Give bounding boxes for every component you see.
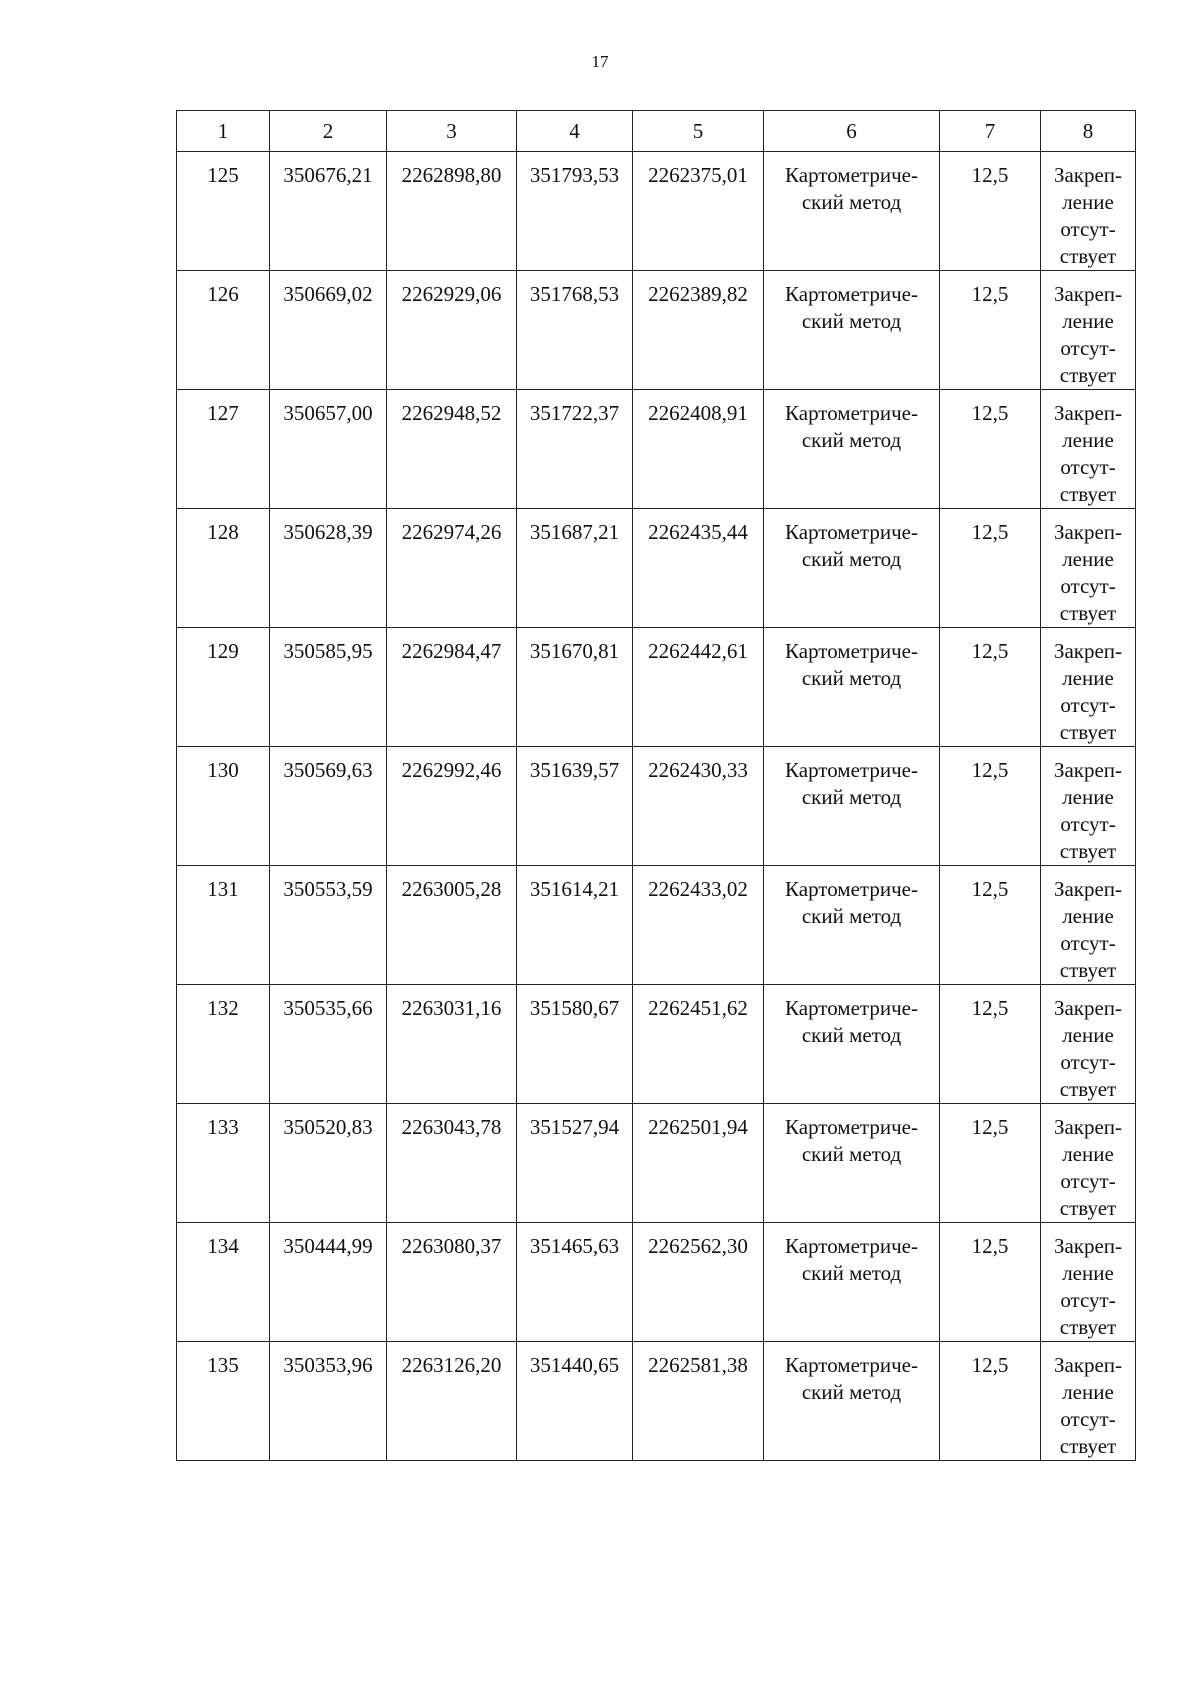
method-cell (764, 866, 940, 985)
method-line: ский метод (801, 1142, 902, 1166)
table-header-row (177, 111, 1136, 152)
coordinate-cell: 2263126,20 (387, 1342, 517, 1461)
point-number-cell: 131 (177, 866, 270, 985)
coordinate-cell: 350628,39 (270, 509, 387, 628)
point-number-cell: 128 (177, 509, 270, 628)
coordinate-cell: 2262389,82 (633, 271, 764, 390)
coordinate-cell: 2262408,91 (633, 390, 764, 509)
method-cell (764, 985, 940, 1104)
error-cell: 12,5 (940, 985, 1041, 1104)
method-line: ский метод (801, 1380, 902, 1404)
coordinate-cell: 2262929,06 (387, 271, 517, 390)
fixation-line: ствует (1059, 720, 1117, 744)
coordinate-cell: 351670,81 (517, 628, 633, 747)
coordinate-cell: 351580,67 (517, 985, 633, 1104)
fixation-cell (1041, 390, 1136, 509)
fixation-line: ление (1062, 785, 1114, 809)
fixation-line: отсут- (1060, 1407, 1116, 1431)
method-cell (764, 747, 940, 866)
fixation-line: ление (1062, 547, 1114, 571)
coordinate-cell: 2263005,28 (387, 866, 517, 985)
fixation-line: ление (1062, 666, 1114, 690)
fixation-line: Закреп- (1053, 758, 1123, 782)
fixation-line: ствует (1059, 482, 1117, 506)
method-line: Картометриче- (785, 877, 918, 901)
error-cell: 12,5 (940, 271, 1041, 390)
fixation-line: отсут- (1060, 931, 1116, 955)
coordinate-cell: 2262948,52 (387, 390, 517, 509)
method-line: Картометриче- (785, 1353, 918, 1377)
column-header: 3 (387, 111, 517, 152)
fixation-cell (1041, 509, 1136, 628)
method-line: ский метод (801, 666, 902, 690)
method-line: Картометриче- (785, 1115, 918, 1139)
fixation-line: отсут- (1060, 1050, 1116, 1074)
column-header: 6 (764, 111, 940, 152)
table-row (177, 747, 1136, 866)
coordinate-cell: 2262984,47 (387, 628, 517, 747)
fixation-cell (1041, 152, 1136, 271)
error-cell: 12,5 (940, 1342, 1041, 1461)
method-line: ский метод (801, 428, 902, 452)
table-row (177, 866, 1136, 985)
fixation-line: ление (1062, 904, 1114, 928)
column-header: 2 (270, 111, 387, 152)
fixation-line: ление (1062, 190, 1114, 214)
fixation-cell (1041, 985, 1136, 1104)
method-cell (764, 152, 940, 271)
fixation-line: ствует (1059, 363, 1117, 387)
point-number-cell: 133 (177, 1104, 270, 1223)
fixation-cell (1041, 271, 1136, 390)
fixation-line: ствует (1059, 1315, 1117, 1339)
fixation-line: ствует (1059, 601, 1117, 625)
method-line: ский метод (801, 309, 902, 333)
column-header: 8 (1041, 111, 1136, 152)
table-row (177, 271, 1136, 390)
error-cell: 12,5 (940, 390, 1041, 509)
fixation-line: Закреп- (1053, 401, 1123, 425)
coordinate-cell: 2262581,38 (633, 1342, 764, 1461)
method-line: Картометриче- (785, 163, 918, 187)
coordinate-cell: 2263080,37 (387, 1223, 517, 1342)
coordinate-cell: 351440,65 (517, 1342, 633, 1461)
coordinate-cell: 351687,21 (517, 509, 633, 628)
method-line: Картометриче- (785, 282, 918, 306)
coordinate-cell: 351614,21 (517, 866, 633, 985)
error-cell: 12,5 (940, 1104, 1041, 1223)
table-row (177, 1223, 1136, 1342)
error-cell: 12,5 (940, 628, 1041, 747)
fixation-line: ствует (1059, 839, 1117, 863)
error-cell: 12,5 (940, 866, 1041, 985)
fixation-line: ление (1062, 1261, 1114, 1285)
coordinate-cell: 2262435,44 (633, 509, 764, 628)
fixation-line: ление (1062, 428, 1114, 452)
method-cell (764, 1342, 940, 1461)
fixation-line: Закреп- (1053, 1115, 1123, 1139)
coordinate-cell: 351793,53 (517, 152, 633, 271)
coordinate-cell: 2262375,01 (633, 152, 764, 271)
table-row (177, 1342, 1136, 1461)
coordinate-cell: 2262433,02 (633, 866, 764, 985)
fixation-line: Закреп- (1053, 639, 1123, 663)
method-line: ский метод (801, 1023, 902, 1047)
fixation-cell (1041, 1342, 1136, 1461)
method-line: Картометриче- (785, 401, 918, 425)
method-cell (764, 390, 940, 509)
fixation-line: отсут- (1060, 336, 1116, 360)
fixation-line: ление (1062, 1023, 1114, 1047)
method-cell (764, 1104, 940, 1223)
coordinate-cell: 2262442,61 (633, 628, 764, 747)
fixation-line: ствует (1059, 244, 1117, 268)
error-cell: 12,5 (940, 1223, 1041, 1342)
coordinate-cell: 350535,66 (270, 985, 387, 1104)
column-header: 1 (177, 111, 270, 152)
coordinate-cell: 350353,96 (270, 1342, 387, 1461)
point-number-cell: 127 (177, 390, 270, 509)
fixation-cell (1041, 1223, 1136, 1342)
fixation-line: отсут- (1060, 812, 1116, 836)
fixation-line: отсут- (1060, 1169, 1116, 1193)
method-line: Картометриче- (785, 520, 918, 544)
coordinate-cell: 350585,95 (270, 628, 387, 747)
coordinate-cell: 2262451,62 (633, 985, 764, 1104)
coordinate-cell: 2263043,78 (387, 1104, 517, 1223)
method-cell (764, 271, 940, 390)
method-line: ский метод (801, 190, 902, 214)
fixation-line: Закреп- (1053, 1234, 1123, 1258)
coordinate-cell: 350669,02 (270, 271, 387, 390)
point-number-cell: 125 (177, 152, 270, 271)
table-row (177, 509, 1136, 628)
fixation-line: Закреп- (1053, 163, 1123, 187)
fixation-line: ствует (1059, 958, 1117, 982)
point-number-cell: 126 (177, 271, 270, 390)
coordinate-cell: 351639,57 (517, 747, 633, 866)
coordinate-cell: 2263031,16 (387, 985, 517, 1104)
point-number-cell: 134 (177, 1223, 270, 1342)
coordinate-cell: 2262974,26 (387, 509, 517, 628)
coordinate-cell: 350553,59 (270, 866, 387, 985)
method-line: ский метод (801, 547, 902, 571)
coordinate-cell: 350569,63 (270, 747, 387, 866)
fixation-line: ление (1062, 1142, 1114, 1166)
table-row (177, 628, 1136, 747)
fixation-line: отсут- (1060, 217, 1116, 241)
point-number-cell: 135 (177, 1342, 270, 1461)
fixation-line: Закреп- (1053, 877, 1123, 901)
error-cell: 12,5 (940, 152, 1041, 271)
fixation-cell (1041, 747, 1136, 866)
table-row (177, 985, 1136, 1104)
fixation-line: ствует (1059, 1077, 1117, 1101)
coordinate-cell: 350657,00 (270, 390, 387, 509)
page-number: 17 (591, 52, 609, 71)
fixation-cell (1041, 1104, 1136, 1223)
fixation-line: ствует (1059, 1196, 1117, 1220)
coordinate-cell: 350676,21 (270, 152, 387, 271)
table-row (177, 1104, 1136, 1223)
method-line: Картометриче- (785, 1234, 918, 1258)
fixation-line: отсут- (1060, 1288, 1116, 1312)
method-line: ский метод (801, 785, 902, 809)
fixation-line: отсут- (1060, 455, 1116, 479)
coordinate-cell: 2262562,30 (633, 1223, 764, 1342)
method-line: ский метод (801, 1261, 902, 1285)
fixation-line: отсут- (1060, 693, 1116, 717)
column-header: 7 (940, 111, 1041, 152)
method-line: Картометриче- (785, 639, 918, 663)
table-body (177, 152, 1136, 1461)
method-cell (764, 628, 940, 747)
method-line: Картометриче- (785, 758, 918, 782)
coordinate-cell: 351722,37 (517, 390, 633, 509)
method-line: Картометриче- (785, 996, 918, 1020)
fixation-line: отсут- (1060, 574, 1116, 598)
coordinate-cell: 351465,63 (517, 1223, 633, 1342)
fixation-line: Закреп- (1053, 1353, 1123, 1377)
fixation-cell (1041, 866, 1136, 985)
fixation-line: Закреп- (1053, 520, 1123, 544)
coordinate-cell: 2262501,94 (633, 1104, 764, 1223)
point-number-cell: 132 (177, 985, 270, 1104)
table-row (177, 390, 1136, 509)
coordinate-cell: 350444,99 (270, 1223, 387, 1342)
column-header: 5 (633, 111, 764, 152)
coordinate-cell: 2262430,33 (633, 747, 764, 866)
point-number-cell: 129 (177, 628, 270, 747)
point-number-cell: 130 (177, 747, 270, 866)
table-row (177, 152, 1136, 271)
error-cell: 12,5 (940, 509, 1041, 628)
coordinate-cell: 2262898,80 (387, 152, 517, 271)
fixation-line: ление (1062, 1380, 1114, 1404)
coordinate-cell: 350520,83 (270, 1104, 387, 1223)
error-cell: 12,5 (940, 747, 1041, 866)
fixation-cell (1041, 628, 1136, 747)
fixation-line: ствует (1059, 1434, 1117, 1458)
method-line: ский метод (801, 904, 902, 928)
coordinate-cell: 351768,53 (517, 271, 633, 390)
method-cell (764, 509, 940, 628)
fixation-line: ление (1062, 309, 1114, 333)
fixation-line: Закреп- (1053, 996, 1123, 1020)
coordinate-cell: 2262992,46 (387, 747, 517, 866)
column-header: 4 (517, 111, 633, 152)
method-cell (764, 1223, 940, 1342)
coordinate-cell: 351527,94 (517, 1104, 633, 1223)
coordinates-table (176, 110, 1136, 1461)
fixation-line: Закреп- (1053, 282, 1123, 306)
